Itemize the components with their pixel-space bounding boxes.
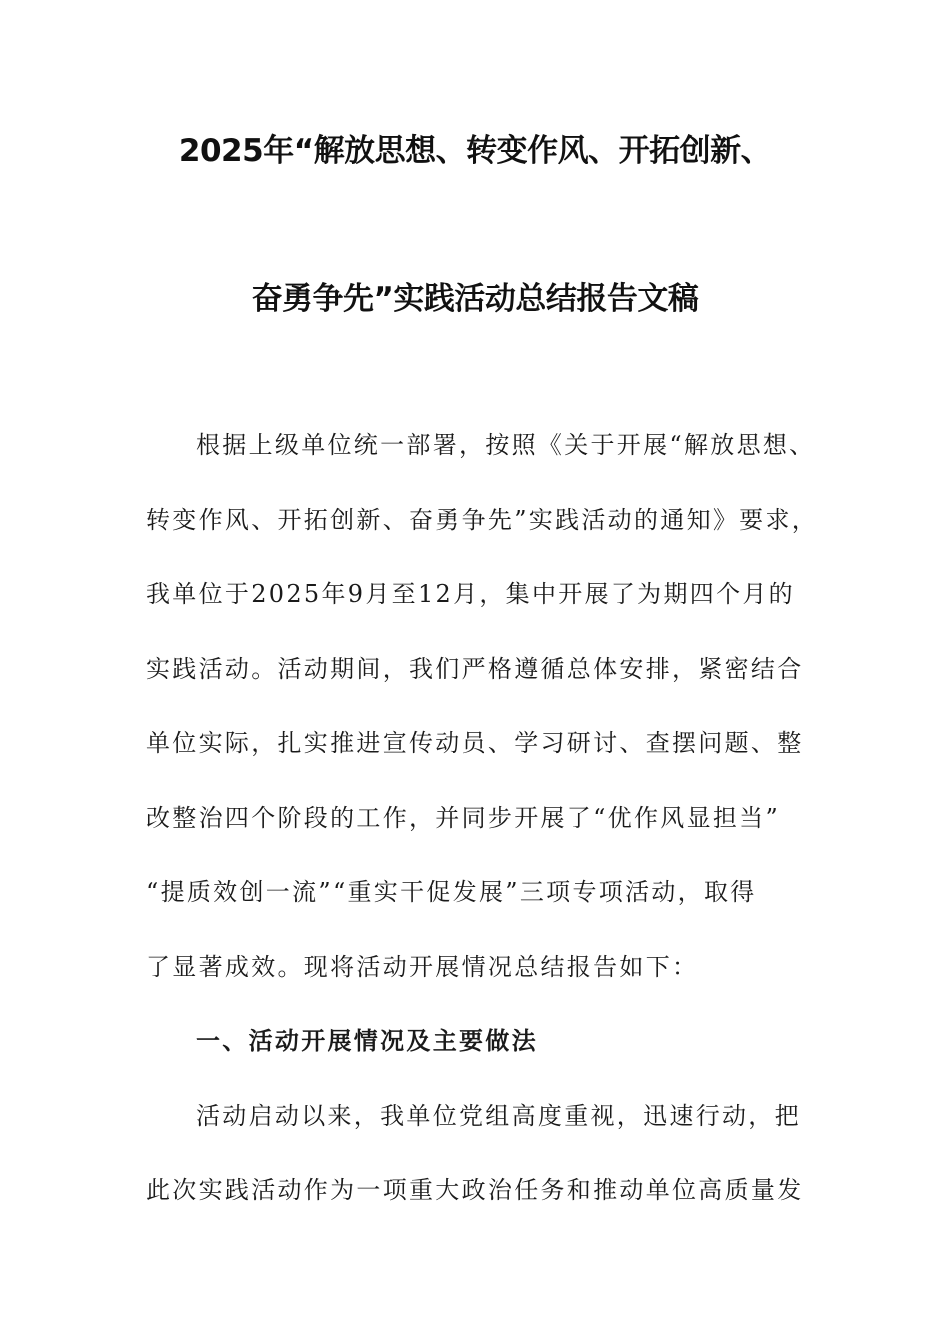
paragraph-line: 单位实际，扎实推进宣传动员、学习研讨、查摆问题、整: [146, 729, 804, 757]
paragraph-line: 转变作风、开拓创新、奋勇争先”实践活动的通知》要求，: [146, 505, 819, 534]
paragraph-line: 了显著成效。现将活动开展情况总结报告如下：: [146, 952, 699, 981]
paragraph-line: 根据上级单位统一部署，按照《关于开展“解放思想、: [196, 431, 816, 459]
paragraph-line: 活动启动以来，我单位党组高度重视，迅速行动，把: [196, 1101, 801, 1130]
document-title-line-2: 奋勇争先”实践活动总结报告文稿: [251, 281, 699, 317]
document-title-line-1: 2025年“解放思想、转变作风、开拓创新、: [178, 133, 772, 169]
paragraph-line: 实践活动。活动期间，我们严格遵循总体安排，紧密结合: [146, 654, 804, 683]
section-heading: 一、活动开展情况及主要做法: [196, 1026, 538, 1055]
paragraph-line: 此次实践活动作为一项重大政治任务和推动单位高质量发: [146, 1176, 804, 1204]
paragraph-line: 改整治四个阶段的工作，并同步开展了“优作风显担当”: [146, 803, 781, 832]
paragraph-line: “提质效创一流”“重实干促发展”三项专项活动，取得: [146, 878, 757, 906]
document-body: [146, 425, 819, 1245]
paragraph-line: 我单位于2025年9月至12月，集中开展了为期四个月的: [146, 580, 795, 608]
